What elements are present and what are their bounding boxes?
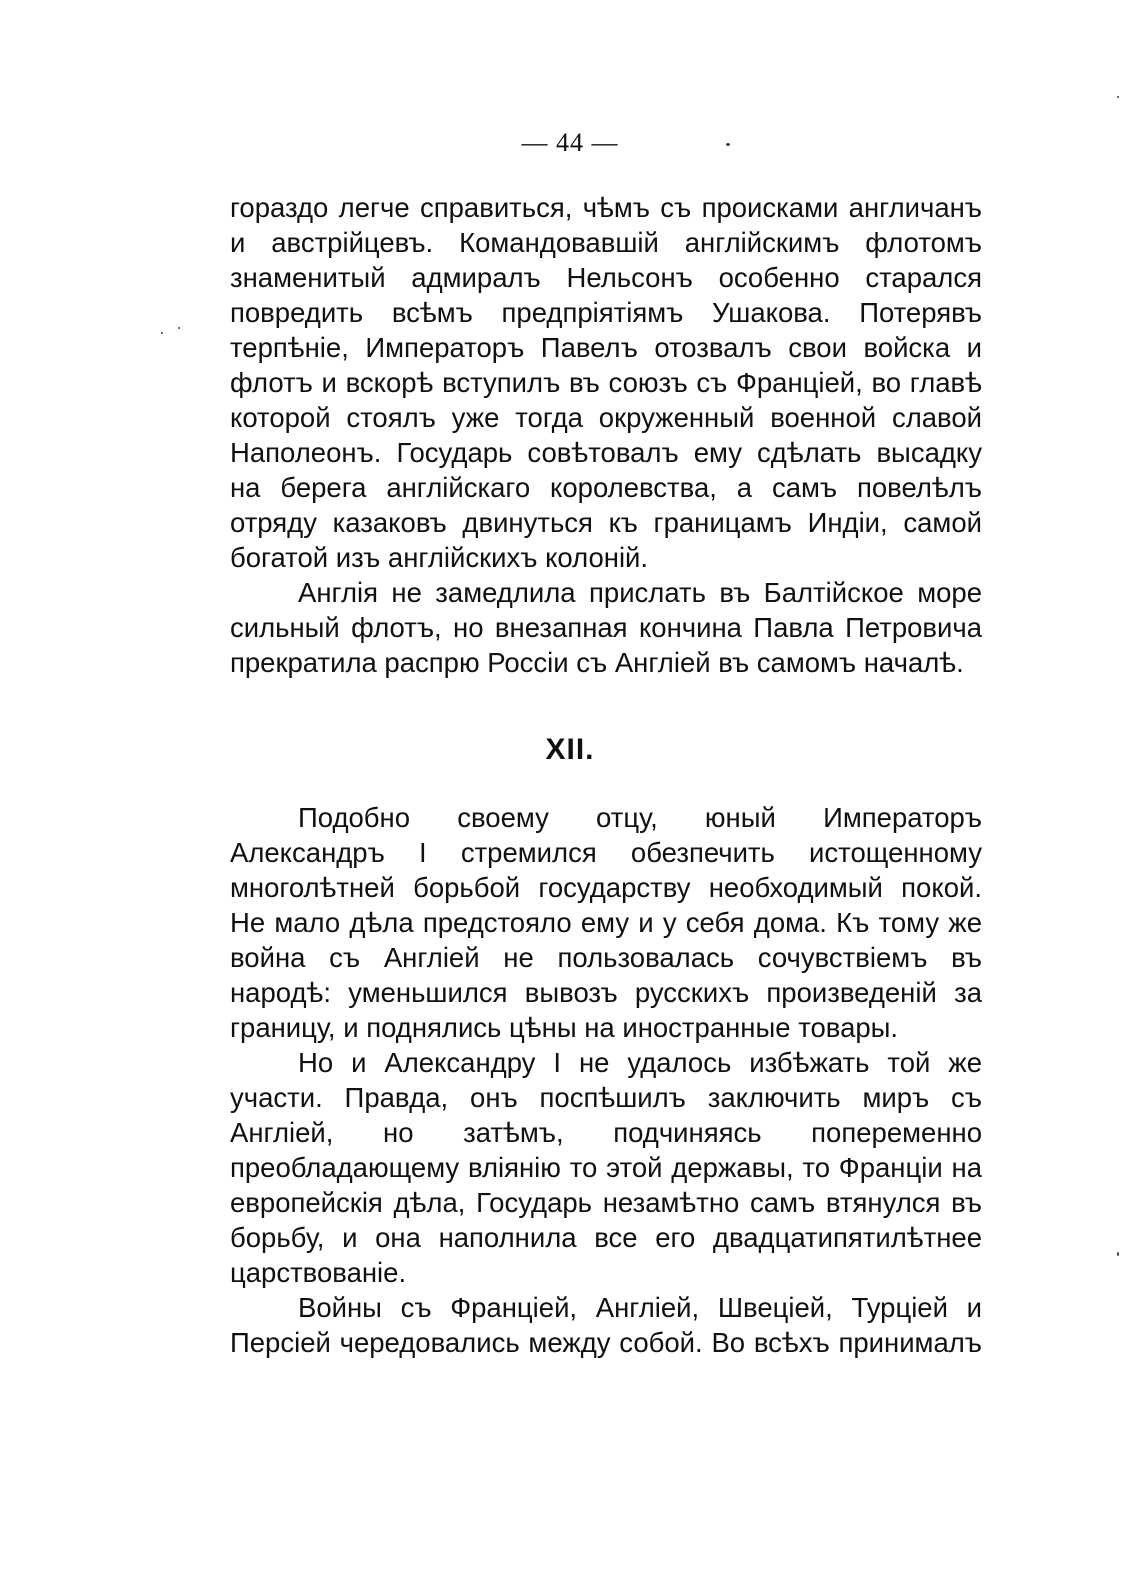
chapter-text <box>230 800 982 1360</box>
paragraph: Англія не замедлила прислать въ Балтійское море сильный флотъ, но внезапная кончина Павла Петровича прекратила распрю Россіи съ Англіей въ самомъ началѣ. <box>230 577 982 678</box>
paragraph: гораздо легче справиться, чѣмъ съ происками англичанъ и австрійцевъ. Командовавшій англійскимъ флотомъ знаменитый адмиралъ Нельсонъ особенно старался повредить всѣмъ предпріятіямъ Ушакова. Потерявъ терпѣніе, Императоръ Павелъ отозвалъ свои войска и флотъ и вскорѣ вступилъ въ союзъ съ Франціей, во главѣ которой стоялъ уже тогда окруженный военной славой Наполеонъ. Государь совѣтовалъ ему сдѣлать высадку на берега англійскаго королевства, а самъ повелѣлъ отряду казаковъ двинуться къ границамъ Индіи, самой богатой изъ англійскихъ колоній. <box>230 192 982 573</box>
scan-speck <box>726 143 730 146</box>
paragraph: Войны съ Франціей, Англіей, Швеціей, Турціей и Персіей чередовались между собой. Во всѣхъ принималъ <box>230 1292 982 1358</box>
paragraph: Но и Александру I не удалось избѣжать той же участи. Правда, онъ поспѣшилъ заключить миръ съ Англіей, но затѣмъ, подчиняясь попеременно преобладающему вліянію то этой державы, то Франціи на европейскія дѣла, Государь незамѣтно самъ втянулся въ борьбу, и она наполнила все его двадцатипятилѣтнее царствованіе. <box>230 1047 982 1288</box>
scan-speck <box>178 327 180 329</box>
paragraph: Подобно своему отцу, юный Императоръ Александръ I стремился обезпечить истощенному многолѣтней борьбой государству необходимый покой. Не мало дѣла предстояло ему и у себя дома. Къ тому же война съ Англіей не пользовалась сочувствіемъ въ народѣ: уменьшился вывозъ русскихъ произведеній за границу, и поднялись цѣны на иностранные товары. <box>230 802 982 1043</box>
chapter-heading: XII. <box>545 733 595 766</box>
scan-speck <box>1117 96 1119 98</box>
section-before-text <box>230 190 982 680</box>
scan-speck <box>161 332 163 334</box>
scan-speck <box>1117 1252 1119 1256</box>
page-number: — 44 — <box>521 128 619 157</box>
